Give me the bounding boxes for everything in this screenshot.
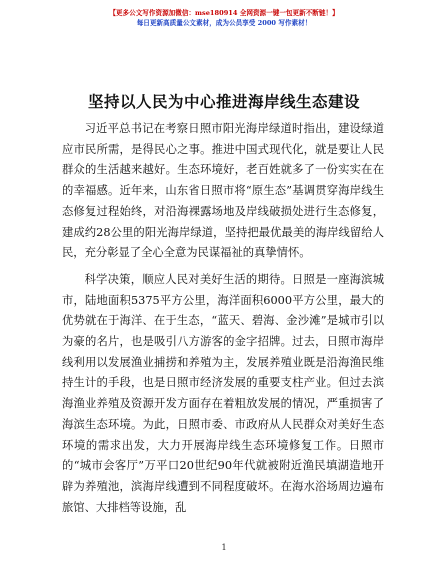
paragraph-1: 习近平总书记在考察日照市阳光海岸绿道时指出，建设绿道应市民所需，是得民心之事。推进中国式现代化，就是要让人民群众的生活越来越好。生态环境好，老百姓就多了一份实实在在的幸福感。近年来，山东省日照市将“原生态”基调贯穿海岸线生态修复过程始终，对沿海裸露场地及岸线破损处进行生态修复，建成约28公里的阳光海岸绿道，坚持把最优最美的海岸线留给人民，充分彰显了全心全意为民谋福祉的真挚情怀。 xyxy=(62,122,384,260)
page-number: 1 xyxy=(221,543,227,552)
paragraph-2: 科学决策，顺应人民对美好生活的期待。日照是一座海滨城市，陆地面积5375平方公里，海洋面积6000平方公里，最大的优势就在于海洋、在于生态，“蓝天、碧海、金沙滩”是城市引以为豪的名片，也是吸引八方游客的金字招牌。过去，日照市海岸线利用以发展渔业捕捞和养殖为主，发展养殖业既是沿海渔民维持生计的手段，也是日照市经济发展的重要支柱产业。但过去滨海渔业养殖及资源开发方面存在着粗放发展的情况，严重损害了海滨生态环境。为此，日照市委、市政府从人民群众对美好生态环境的需求出发，大力开展海岸线生态环境修复工作。日照市的“城市会客厅”万平口20世纪90年代就被附近渔民填湖造地开辟为养殖池，滨海岸线遭到不同程度破坏。在海水浴场周边遍布旅馆、大排档等设施，乱 xyxy=(62,272,384,514)
document-body xyxy=(62,119,384,518)
document-title: 坚持以人民为中心推进海岸线生态建设 xyxy=(87,93,360,111)
promo-line-2: 每日更新高质量公文素材，成为公员享受 2000 写作素材！ xyxy=(136,19,312,27)
promo-header xyxy=(0,8,448,28)
promo-line-1: 【更多公文写作资源加微信：mse180914 全网资源一键一包更新不断链！】 xyxy=(109,9,339,17)
